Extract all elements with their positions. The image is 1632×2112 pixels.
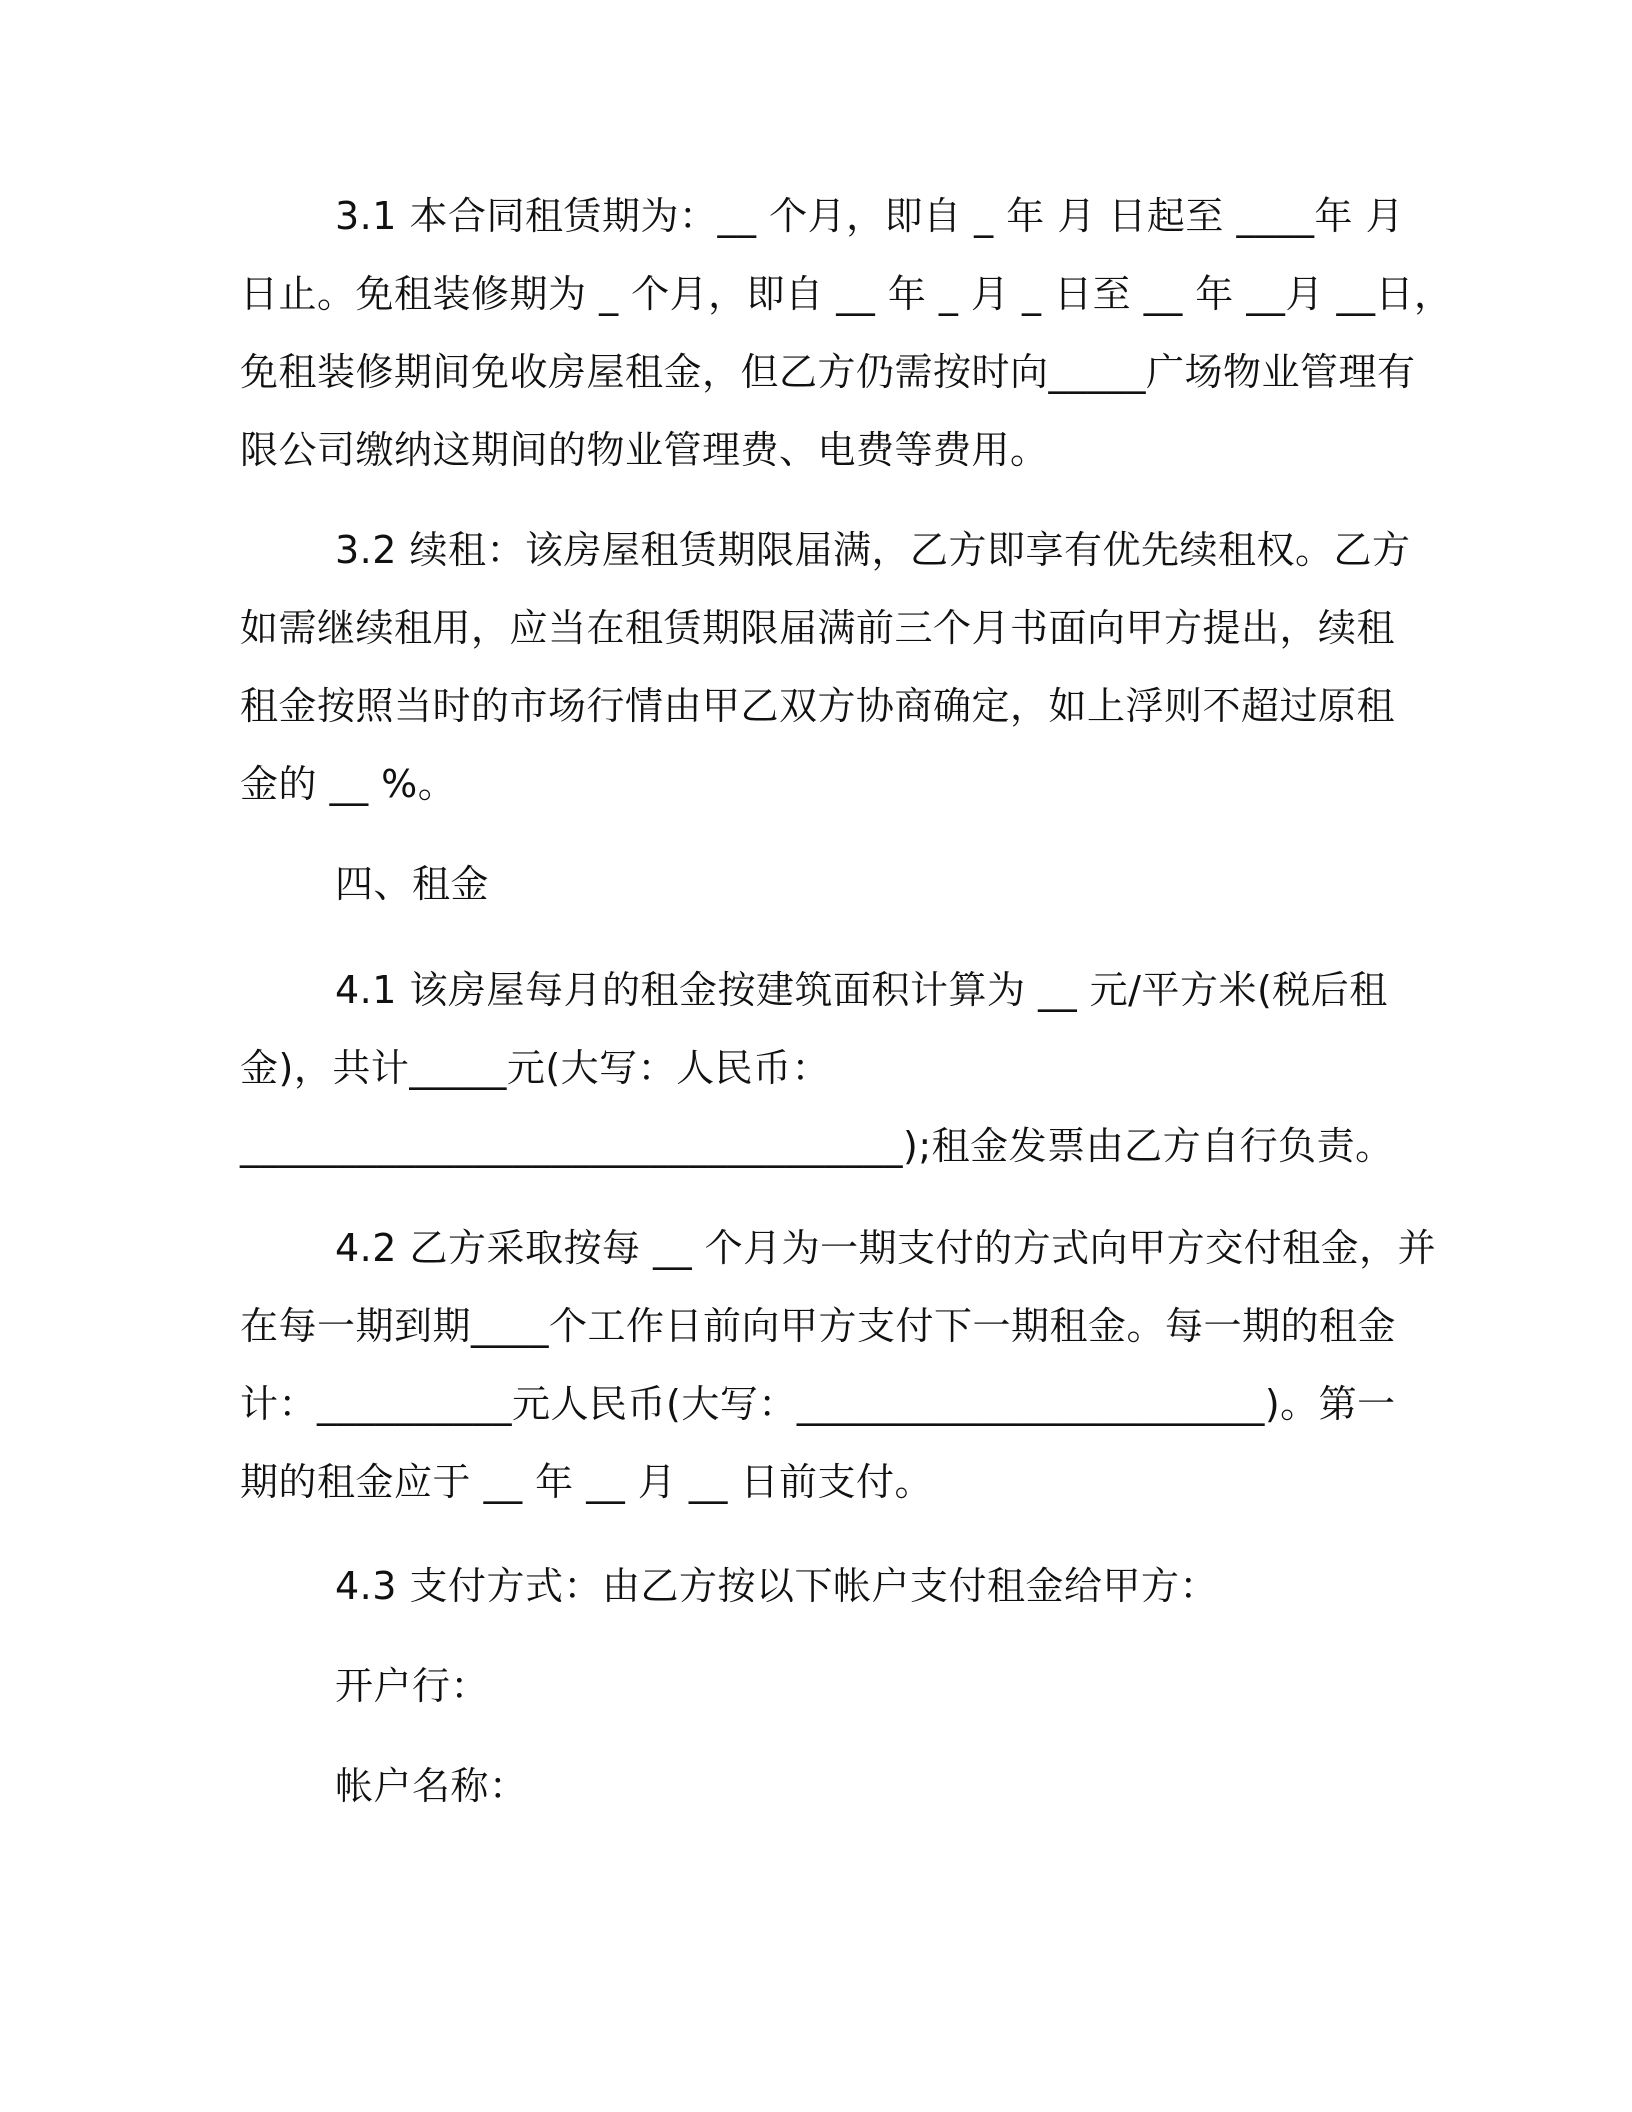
section-4-heading: 四、租金	[335, 862, 490, 906]
clause-3-2-line-2: 如需继续租用，应当在租赁期限届满前三个月书面向甲方提出，续租	[240, 606, 1396, 650]
account-name-label: 帐户名称：	[335, 1764, 528, 1808]
clause-3-2-line-1: 3.2 续租：该房屋租赁期限届满，乙方即享有优先续租权。乙方	[335, 528, 1411, 572]
clause-4-2-line-2: 在每一期到期____个工作日前向甲方支付下一期租金。每一期的租金	[240, 1304, 1397, 1348]
clause-4-1-line-3: __________________________________);租金发票由乙方自行负责。	[240, 1124, 1394, 1168]
clause-4-2-line-1: 4.2 乙方采取按每 __ 个月为一期支付的方式向甲方交付租金，并	[335, 1226, 1437, 1270]
clause-4-1-line-1: 4.1 该房屋每月的租金按建筑面积计算为 __ 元/平方米(税后租	[335, 968, 1388, 1012]
clause-4-1-line-2: 金)，共计_____元(大写：人民币：	[240, 1046, 831, 1090]
clause-3-2-line-3: 租金按照当时的市场行情由甲乙双方协商确定，如上浮则不超过原租	[240, 684, 1396, 728]
clause-4-2-line-3: 计：__________元人民币(大写：________________________)。第一	[240, 1382, 1396, 1426]
clause-3-1-line-4: 限公司缴纳这期间的物业管理费、电费等费用。	[240, 428, 1049, 472]
clause-3-2-line-4: 金的 __ %。	[240, 762, 457, 806]
clause-3-1-line-2: 日止。免租装修期为 _ 个月，即自 __ 年 _ 月 _ 日至 __ 年 __月 __日，	[240, 272, 1453, 316]
clause-4-2-line-4: 期的租金应于 __ 年 __ 月 __ 日前支付。	[240, 1460, 933, 1504]
clause-3-1-line-3: 免租装修期间免收房屋租金，但乙方仍需按时向_____广场物业管理有	[240, 350, 1416, 394]
clause-3-1-line-1: 3.1 本合同租赁期为：__ 个月，即自 _ 年 月 日起至 ____年 月	[335, 194, 1405, 238]
bank-label: 开户行：	[335, 1664, 490, 1708]
clause-4-3-line-1: 4.3 支付方式：由乙方按以下帐户支付租金给甲方：	[335, 1564, 1219, 1608]
